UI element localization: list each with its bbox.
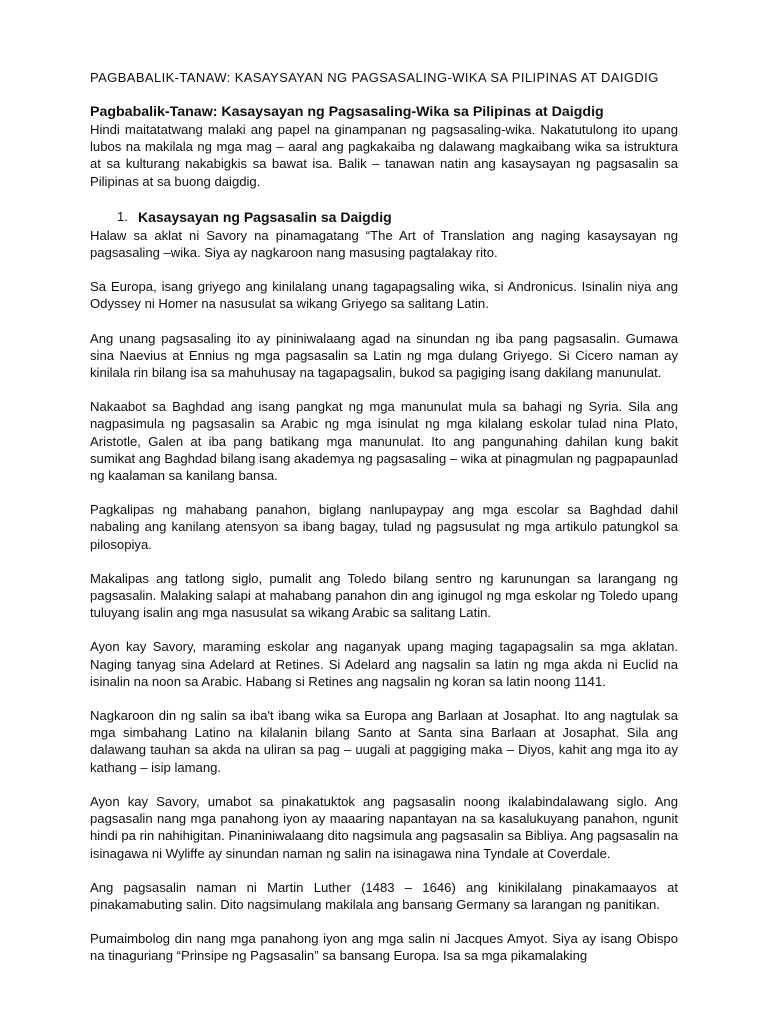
body-paragraph: Makalipas ang tatlong siglo, pumalit ang Toledo bilang sentro ng karunungan sa larangang ng pagsasalin. Malaking salapi at mahabang panahon din ang iginugol ng mga eskolar ng Toledo upang tuluyang isalin ang mga nasusulat sa wikang Arabic sa salitang Latin. — [90, 570, 678, 621]
body-paragraph: Pagkalipas ng mahabang panahon, biglang nanlupaypay ang mga escolar sa Baghdad dahil nabaling ang kanilang atensyon sa ibang bagay, tulad ng pagsusulat ng mga artikulo patungkol sa pilosopiya. — [90, 502, 678, 552]
section-heading — [90, 208, 678, 226]
body-paragraph: Pumaimbolog din nang mga panahong iyon ang mga salin ni Jacques Amyot. Siya ay isang Obispo na tinaguriang “Prinsipe ng Pagsasalin” sa bansang Europa. Isa sa mga pikamalaking — [90, 931, 678, 964]
section-title: Kasaysayan ng Pagsasalin sa Daigdig — [138, 208, 392, 225]
running-title: PAGBABALIK-TANAW: KASAYSAYAN NG PAGSASALING-WIKA SA PILIPINAS AT DAIGDIG — [90, 70, 659, 85]
document-title: Pagbabalik-Tanaw: Kasaysayan ng Pagsasaling-Wika sa Pilipinas at Daigdig — [90, 104, 604, 120]
body-paragraph: Halaw sa aklat ni Savory na pinamagatang “The Art of Translation ang naging kasaysayan ng pagsasaling –wika. Siya ay nagkaroon nang masusing pagtalakay rito. — [90, 227, 678, 261]
section-number: 1. — [117, 208, 128, 224]
body-paragraph: Ang unang pagsasaling ito ay pininiwalaang agad na sinundan ng iba pang pagsasalin. Gumawa sina Naevius at Ennius ng mga pagsasalin sa Latin ng mga dulang Griyego. Si Cicero naman ay kinilala rin bilang isa sa mahuhusay na tagapagsalin, bukod sa pagiging isang dakilang manunulat. — [90, 330, 678, 381]
body-paragraph: Ayon kay Savory, maraming eskolar ang naganyak upang maging tagapagsalin sa mga aklatan. Naging tanyag sina Adelard at Retines. Si Adelard ang nagsalin sa latin ng mga akda ni Euclid na isinalin na noon sa Arabic. Habang si Retines ang nagsalin ng koran sa latin noong 1141. — [90, 639, 678, 689]
intro-paragraph: Hindi maitatatwang malaki ang papel na ginampanan ng pagsasaling-wika. Nakatutulong ito upang lubos na makilala ng mga mag – aaral ang pagkakaiba ng dalawang magkaibang wika sa istruktura at sa kulturang nakabigkis sa bawat isa. Balik – tanawan natin ang kasaysayan ng pagsasalin sa Pilipinas at sa buong daigdig. — [90, 122, 678, 189]
body-paragraph: Ayon kay Savory, umabot sa pinakatuktok ang pagsasalin noong ikalabindalawang siglo. Ang pagsasalin nang mga panahong iyon ay maaaring napantayan na sa kasalukuyang panahon, ngunit hindi pa rin nahihigitan. Pinaniniwalaang dito nagsimula ang pagsasalin sa Bibliya. Ang pagsasalin na isinagawa ni Wyliffe ay sinundan naman ng salin na isinagawa nina Tyndale at Coverdale. — [90, 793, 678, 861]
body-paragraph: Ang pagsasalin naman ni Martin Luther (1483 – 1646) ang kinikilalang pinakamaayos at pinakamabuting salin. Dito nagsimulang makilala ang bansang Germany sa larangan ng panitikan. — [90, 879, 678, 912]
body-paragraph: Nakaabot sa Baghdad ang isang pangkat ng mga manunulat mula sa bahagi ng Syria. Sila ang nagpasimula ng pagsasalin sa Arabic ng mga isinulat ng mga kilalang eskolar tulad nina Plato, Aristotle, Galen at iba pang batikang mga manunulat. Ito ang pangunahing dahilan kung bakit sumikat ang Baghdad bilang isang akademya ng pagsasaling – wika at pinagmulan ng pagpapaunlad ng kaalaman sa kanilang bansa. — [90, 399, 678, 484]
body-paragraph: Sa Europa, isang griyego ang kinilalang unang tagapagsaling wika, si Andronicus. Isinalin niya ang Odyssey ni Homer na nasusulat sa wikang Griyego sa salitang Latin. — [90, 279, 678, 312]
body-paragraph: Nagkaroon din ng salin sa iba't ibang wika sa Europa ang Barlaan at Josaphat. Ito ang nagtulak sa mga simbahang Latino na kilalanin bilang Santo at Santa sina Barlaan at Josaphat. Sila ang dalawang tauhan sa akda na uliran sa pag – uugali at paggiging maka – Diyos, kahit ang mga ito ay kathang – isip lamang. — [90, 708, 678, 775]
